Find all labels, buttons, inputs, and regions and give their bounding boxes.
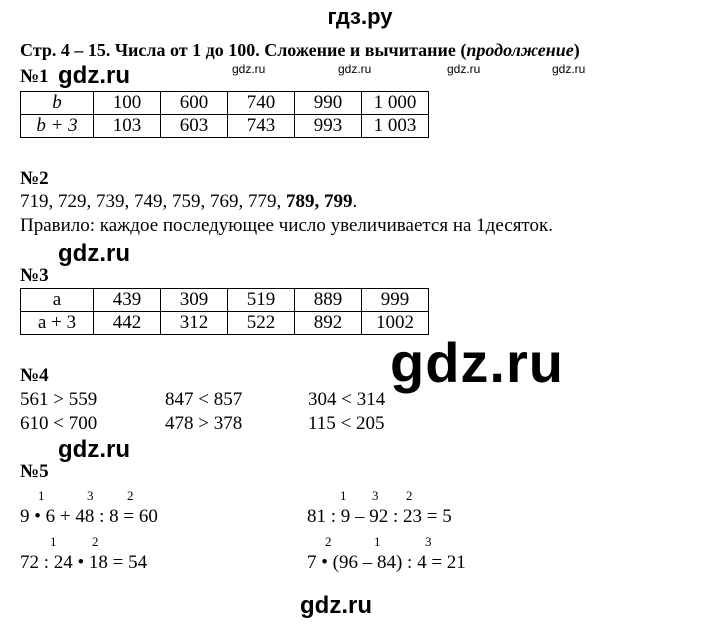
table-cell: 439 <box>94 289 161 312</box>
table-header-cell: a <box>21 289 94 312</box>
table-cell: 603 <box>161 115 228 138</box>
sequence-bold: 789, 799 <box>286 191 353 212</box>
watermark-small: gdz.ru <box>552 62 586 76</box>
table-cell: 519 <box>228 289 295 312</box>
task2-sequence <box>20 191 357 213</box>
table-header-cell: a + 3 <box>21 312 94 335</box>
table-cell: 100 <box>94 92 161 115</box>
comparison: 115 < 205 <box>308 413 385 434</box>
table-cell: 889 <box>295 289 362 312</box>
table-cell: 740 <box>228 92 295 115</box>
comparison: 610 < 700 <box>20 413 98 434</box>
watermark-medium: gdz.ru <box>58 62 130 89</box>
task2-label: №2 <box>20 168 49 189</box>
watermark-large: gdz.ru <box>390 331 564 394</box>
task3-table <box>20 288 429 335</box>
sequence-end: . <box>352 191 358 212</box>
table-row <box>21 289 429 312</box>
expression: 81 : 9 – 92 : 23 = 5 <box>307 506 452 527</box>
task5-label: №5 <box>20 461 49 482</box>
operation-order: 3 <box>372 488 379 503</box>
comparison: 561 > 559 <box>20 389 98 410</box>
comparison: 304 < 314 <box>308 389 386 410</box>
table-row <box>21 92 429 115</box>
comparison: 478 > 378 <box>165 413 243 434</box>
watermark-medium: gdz.ru <box>58 240 130 267</box>
table-header-cell: b + 3 <box>21 115 94 138</box>
table-cell: 1002 <box>362 312 429 335</box>
operation-order: 2 <box>325 534 332 549</box>
task3-label: №3 <box>20 265 49 286</box>
table-cell: 1 000 <box>362 92 429 115</box>
table-cell: 892 <box>295 312 362 335</box>
task4-label: №4 <box>20 365 49 386</box>
page-heading <box>20 40 580 61</box>
operation-order: 1 <box>50 534 57 549</box>
heading-close: ) <box>573 40 580 60</box>
comparison: 847 < 857 <box>165 389 243 410</box>
watermark-small: gdz.ru <box>447 62 481 76</box>
table-row <box>21 115 429 138</box>
watermark-small: gdz.ru <box>232 62 266 76</box>
watermark-small: gdz.ru <box>338 62 372 76</box>
task1-table <box>20 91 429 138</box>
table-cell: 309 <box>161 289 228 312</box>
table-cell: 600 <box>161 92 228 115</box>
table-header-cell: b <box>21 92 94 115</box>
operation-order: 2 <box>92 534 99 549</box>
expression: 7 • (96 – 84) : 4 = 21 <box>307 552 466 573</box>
table-cell: 999 <box>362 289 429 312</box>
operation-order: 1 <box>374 534 381 549</box>
expression: 72 : 24 • 18 = 54 <box>20 552 148 573</box>
table-cell: 743 <box>228 115 295 138</box>
operation-order: 3 <box>87 488 94 503</box>
operation-order: 3 <box>425 534 432 549</box>
task2-rule: Правило: каждое последующее число увеличивается на 1десяток. <box>20 215 553 236</box>
table-cell: 1 003 <box>362 115 429 138</box>
task1-label: №1 <box>20 66 49 87</box>
expression: 9 • 6 + 48 : 8 = 60 <box>20 506 158 527</box>
operation-order: 1 <box>38 488 45 503</box>
table-cell: 442 <box>94 312 161 335</box>
watermark-medium: gdz.ru <box>58 436 130 463</box>
heading-italic: продолжение <box>466 40 574 60</box>
table-cell: 103 <box>94 115 161 138</box>
operation-order: 2 <box>406 488 413 503</box>
watermark-medium: gdz.ru <box>300 592 372 619</box>
operation-order: 1 <box>340 488 347 503</box>
operation-order: 2 <box>127 488 134 503</box>
table-row <box>21 312 429 335</box>
sequence-plain: 719, 729, 739, 749, 759, 769, 779, <box>20 191 286 212</box>
table-cell: 990 <box>295 92 362 115</box>
heading-main: Стр. 4 – 15. Числа от 1 до 100. Сложение и вычитание ( <box>20 40 467 60</box>
table-cell: 993 <box>295 115 362 138</box>
table-cell: 522 <box>228 312 295 335</box>
table-cell: 312 <box>161 312 228 335</box>
top-watermark: гдз.ру <box>327 4 393 29</box>
